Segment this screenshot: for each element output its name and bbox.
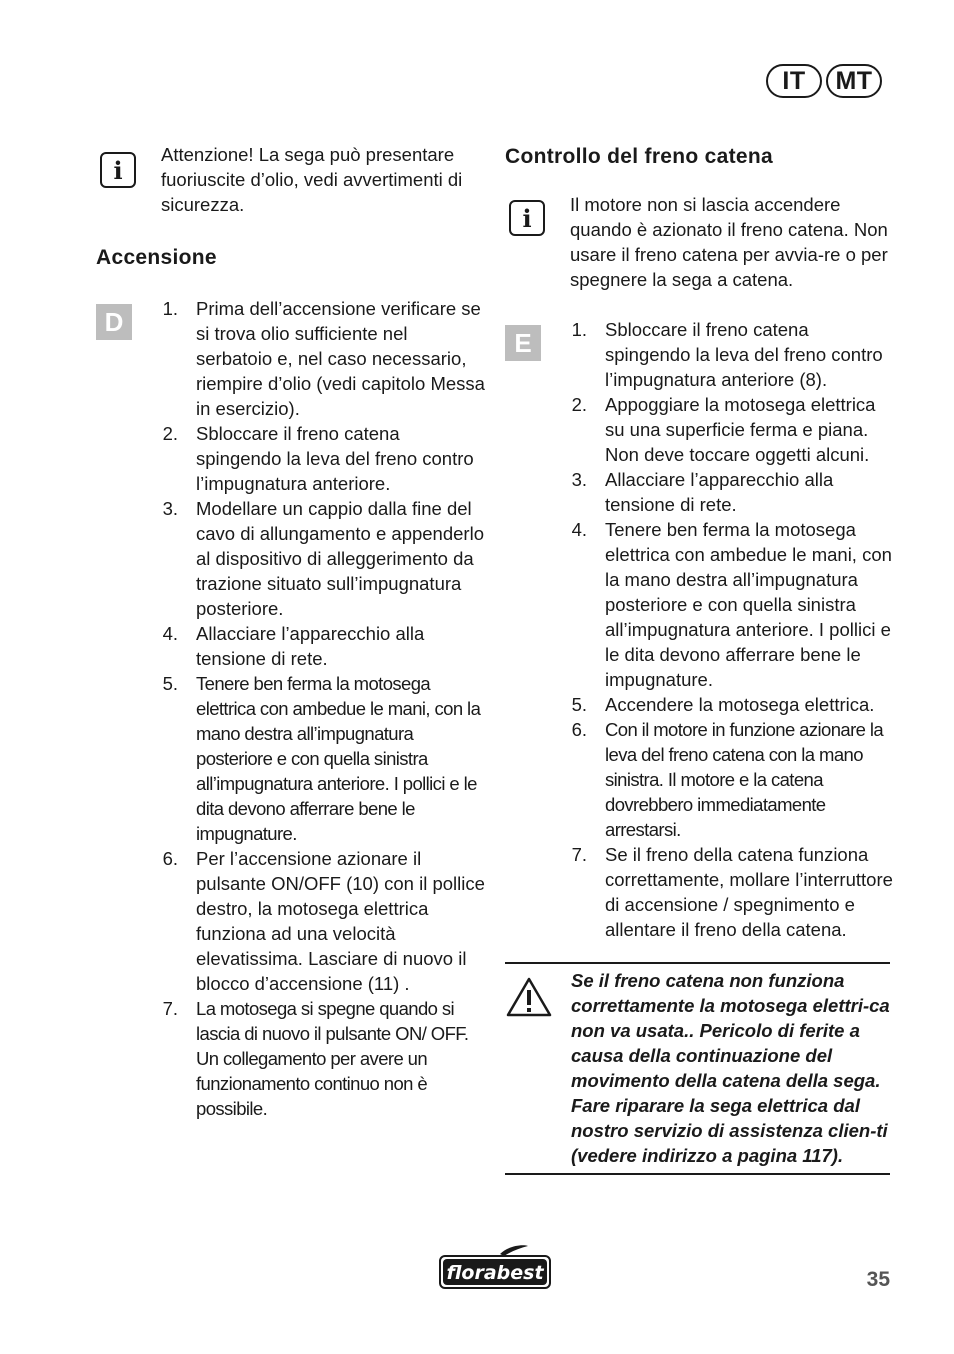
language-badge-it: IT	[766, 64, 822, 98]
info-icon: i	[100, 152, 136, 188]
step-number: 7.	[162, 998, 178, 1019]
section-letter-tag: D	[96, 304, 132, 340]
list-item	[148, 996, 486, 1121]
info-note	[96, 142, 486, 217]
list-item	[148, 496, 486, 621]
step-text: Allacciare l’apparecchio alla tensione di rete.	[605, 469, 834, 515]
steps-list	[148, 296, 486, 1121]
step-number: 4.	[571, 519, 587, 540]
step-number: 6.	[571, 719, 587, 740]
step-number: 5.	[162, 673, 178, 694]
step-number: 1.	[162, 298, 178, 319]
step-number: 4.	[162, 623, 178, 644]
freno-steps	[505, 317, 895, 942]
warning-text-line: Fare riparare la sega elettrica dal nostro servizio di assistenza clien-ti (vedere indirizzo a pagina 117).	[571, 1095, 888, 1166]
list-item	[148, 621, 486, 671]
step-number: 3.	[571, 469, 587, 490]
step-text: Appoggiare la motosega elettrica su una superficie ferma e piana. Non deve toccare oggetti alcuni.	[605, 394, 876, 465]
info-note	[505, 192, 895, 292]
step-number: 7.	[571, 844, 587, 865]
step-number: 6.	[162, 848, 178, 869]
left-column	[96, 142, 486, 1121]
step-number: 1.	[571, 319, 587, 340]
brand-wordmark: florabest	[446, 1262, 544, 1284]
step-text: Accendere la motosega elettrica.	[605, 694, 875, 715]
list-item	[557, 692, 895, 717]
warning-text-line: Se il freno catena non funziona correttamente la motosega elettri-ca non va usata.. Pericolo di ferite a causa della continuazione del movimento della catena della sega.	[571, 970, 890, 1091]
step-text: Per l’accensione azionare il pulsante ON/OFF (10) con il pollice destro, la motosega elettrica funziona ad una velocità elevatissima. Lasciare di nuovo il blocco d’accensione (11) .	[196, 848, 485, 994]
steps-list	[557, 317, 895, 942]
step-number: 2.	[571, 394, 587, 415]
list-item	[557, 467, 895, 517]
list-item	[557, 842, 895, 942]
warning-box	[505, 962, 890, 1175]
list-item	[557, 717, 895, 842]
language-badges	[766, 64, 882, 98]
right-column	[505, 142, 895, 1175]
step-text: La motosega si spegne quando si lascia di nuovo il pulsante ON/ OFF. Un collegamento per avere un funzionamento continuo non è possibile.	[196, 998, 469, 1119]
list-item	[557, 392, 895, 467]
list-item	[557, 517, 895, 692]
step-text: Con il motore in funzione azionare la leva del freno catena con la mano sinistra. Il motore e la catena dovrebbero immediatamente arrestarsi.	[605, 719, 884, 840]
list-item	[148, 296, 486, 421]
list-item	[148, 846, 486, 996]
step-text: Tenere ben ferma la motosega elettrica con ambedue le mani, con la mano destra all’impugnatura posteriore e con quella sinistra all’impugnatura anteriore. I pollici e le dita devono afferrare bene le impugnature.	[196, 673, 481, 844]
step-text: Se il freno della catena funziona correttamente, mollare l’interruttore di accensione / spegnimento e allentare il freno della catena.	[605, 844, 893, 940]
florabest-logo	[438, 1242, 552, 1290]
step-text: Prima dell’accensione verificare se si trova olio sufficiente nel serbatoio e, nel caso necessario, riempire d’olio (vedi capitolo Messa in esercizio).	[196, 298, 485, 419]
info-note-text: Attenzione! La sega può presentare fuoriuscite d’olio, vedi avvertimenti di sicurezza.	[161, 144, 463, 215]
info-note-text: Il motore non si lascia accendere quando è azionato il freno catena. Non usare il freno catena per avvia-re o per spegnere la sega a catena.	[570, 194, 888, 290]
step-text: Allacciare l’apparecchio alla tensione di rete.	[196, 623, 425, 669]
language-badge-mt: MT	[826, 64, 882, 98]
page-number: 35	[866, 1268, 890, 1291]
list-item	[557, 317, 895, 392]
step-number: 5.	[571, 694, 587, 715]
step-text: Tenere ben ferma la motosega elettrica con ambedue le mani, con la mano destra all’impugnatura posteriore e con quella sinistra all’impugnatura anteriore. I pollici e le dita devono afferrare bene le impugnature.	[605, 519, 892, 690]
step-number: 3.	[162, 498, 178, 519]
accensione-steps	[96, 296, 486, 1121]
list-item	[148, 671, 486, 846]
step-number: 2.	[162, 423, 178, 444]
step-text: Sbloccare il freno catena spingendo la leva del freno contro l’impugnatura anteriore (8).	[605, 319, 883, 390]
warning-triangle-icon	[505, 976, 553, 1018]
step-text: Modellare un cappio dalla fine del cavo di allungamento e appenderlo al dispositivo di alleggerimento da trazione situato sull’impugnatura posteriore.	[196, 498, 484, 619]
step-text: Sbloccare il freno catena spingendo la leva del freno contro l’impugnatura anteriore.	[196, 423, 474, 494]
info-icon: i	[509, 200, 545, 236]
section-heading-freno-catena: Controllo del freno catena	[505, 145, 773, 168]
warning-text	[571, 968, 890, 1168]
section-letter-tag: E	[505, 325, 541, 361]
list-item	[148, 421, 486, 496]
section-heading-accensione: Accensione	[96, 246, 217, 269]
